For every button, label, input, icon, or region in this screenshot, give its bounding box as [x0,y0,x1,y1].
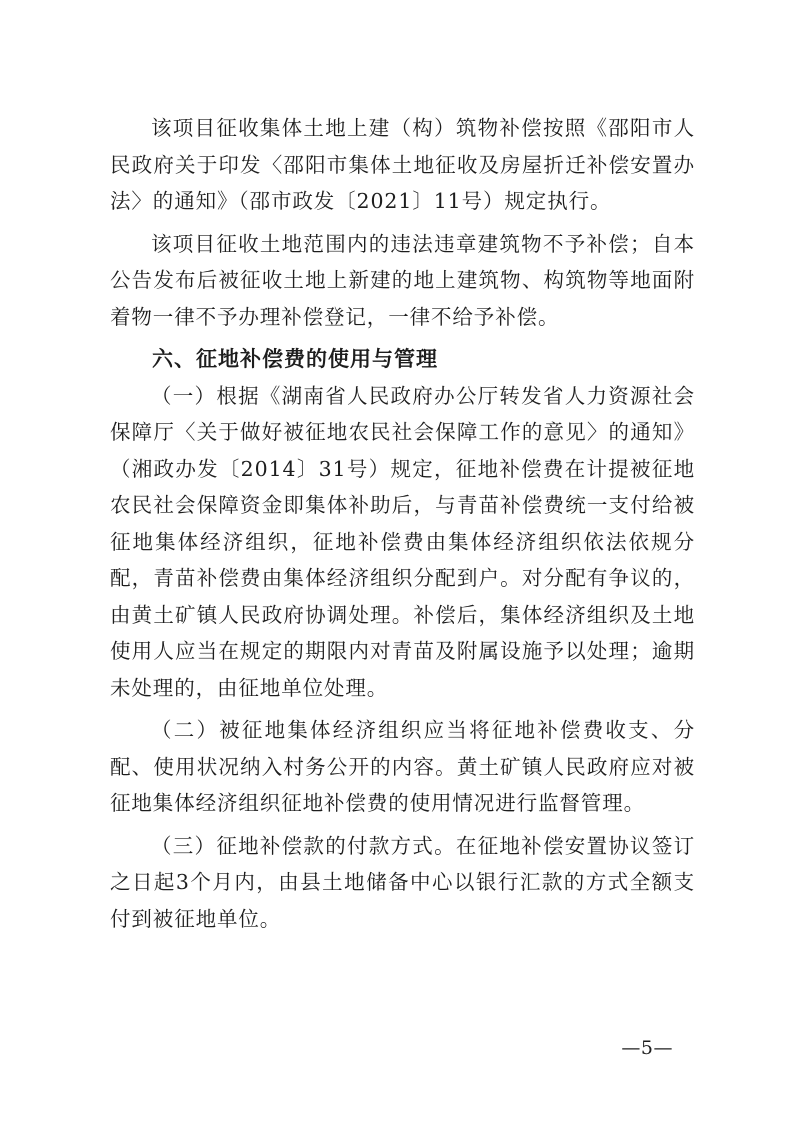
paragraph-item-one: （一）根据《湖南省人民政府办公厅转发省人力资源社会保障厅〈关于做好被征地农民社会保障工作的意见〉的通知》（湘政办发〔2014〕31号）规定，征地补偿费在计提被征地农民社会保障资金即集体补助后，与青苗补偿费统一支付给被征地集体经济组织，征地补偿费由集体经济组织依法依规分配，青苗补偿费由集体经济组织分配到户。对分配有争议的，由黄土矿镇人民政府协调处理。补偿后，集体经济组织及土地使用人应当在规定的期限内对青苗及附属设施予以处理；逾期未处理的，由征地单位处理。 [110,383,695,700]
document-body [110,110,695,937]
paragraph-compensation-basis: 该项目征收集体土地上建（构）筑物补偿按照《邵阳市人民政府关于印发〈邵阳市集体土地征收及房屋折迁补偿安置办法〉的通知》（邵市政发〔2021〕11号）规定执行。 [110,116,695,213]
paragraph-item-three: （三）征地补偿款的付款方式。在征地补偿安置协议签订之日起3个月内，由县土地储备中心以银行汇款的方式全额支付到被征地单位。 [110,833,695,931]
paragraph-item-two: （二）被征地集体经济组织应当将征地补偿费收支、分配、使用状况纳入村务公开的内容。黄土矿镇人民政府应对被征地集体经济组织征地补偿费的使用情况进行监督管理。 [110,718,695,815]
paragraph-illegal-buildings: 该项目征收土地范围内的违法违章建筑物不予补偿；自本公告发布后被征收土地上新建的地上建筑物、构筑物等地面附着物一律不予办理补偿登记，一律不给予补偿。 [110,231,695,329]
page-number: —5— [621,1037,673,1059]
section-heading: 六、征地补偿费的使用与管理 [152,347,438,371]
